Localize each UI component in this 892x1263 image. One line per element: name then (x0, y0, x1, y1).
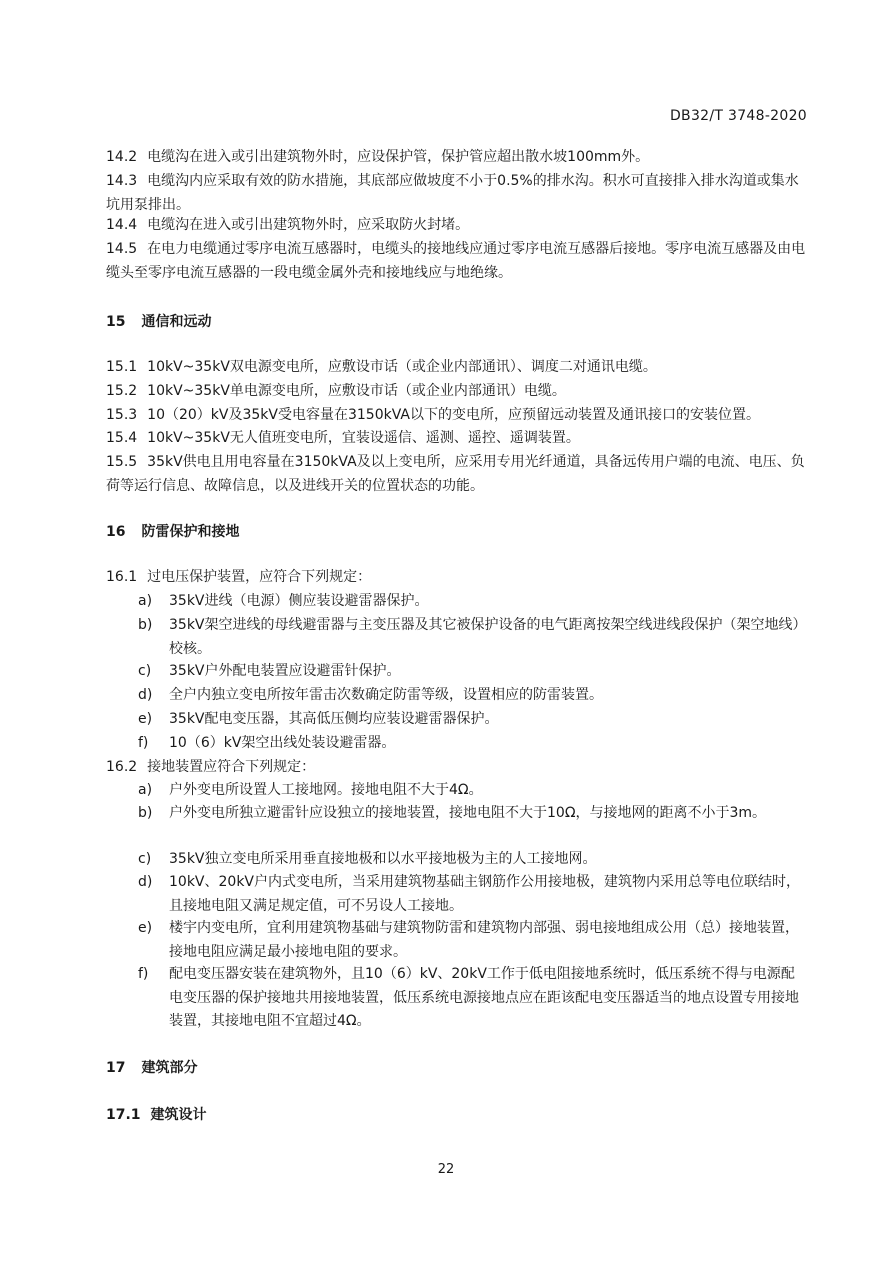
item-label: c) (138, 663, 152, 679)
clause-15-5 (106, 451, 806, 498)
clause-text: 接地装置应符合下列规定： (147, 759, 316, 775)
clause-number: 14.5 (106, 241, 138, 257)
clause-text: 电缆沟在进入或引出建筑物外时，应采取防火封堵。 (147, 217, 470, 233)
clause-16-1-item (138, 590, 806, 614)
section-16-heading (106, 521, 806, 545)
item-label: b) (138, 617, 153, 633)
clause-16-2-item (138, 917, 806, 964)
clause-number: 15.2 (106, 383, 138, 399)
item-text: 35kV配电变压器，其高低压侧均应装设避雷器保护。 (169, 711, 499, 727)
clause-text: 10（20）kV及35kV受电容量在3150kVA以下的变电所，应预留远动装置及通讯接口的安装位置。 (147, 407, 760, 423)
clause-16-1-item (138, 684, 806, 708)
clause-15-1 (106, 356, 806, 380)
clause-16-2-item (138, 848, 806, 872)
clause-number: 15.4 (106, 430, 138, 446)
clause-15-4 (106, 427, 806, 451)
clause-text: 10kV~35kV无人值班变电所，宜装设遥信、遥测、遥控、遥调装置。 (147, 430, 580, 446)
clause-16-1-item (138, 660, 806, 684)
section-title: 建筑设计 (150, 1107, 207, 1123)
clause-text: 10kV~35kV单电源变电所，应敷设市话（或企业内部通讯）电缆。 (147, 383, 566, 399)
clause-text: 10kV~35kV双电源变电所，应敷设市话（或企业内部通讯）、调度二对通讯电缆。 (147, 359, 657, 375)
item-label: f) (138, 735, 149, 751)
clause-16-2-item (138, 779, 806, 803)
clause-15-2 (106, 380, 806, 404)
section-17-1-heading (106, 1104, 806, 1128)
clause-number: 15.1 (106, 359, 138, 375)
clause-number: 14.2 (106, 149, 138, 165)
section-title: 通信和远动 (141, 314, 212, 330)
item-text: 35kV独立变电所采用垂直接地极和以水平接地极为主的人工接地网。 (169, 851, 597, 867)
item-text: 全户内独立变电所按年雷击次数确定防雷等级，设置相应的防雷装置。 (169, 687, 603, 703)
item-text: 10（6）kV架空出线处装设避雷器。 (169, 735, 396, 751)
clause-16-2-item (138, 963, 806, 1034)
item-label: a) (138, 593, 153, 609)
clause-text: 电缆沟内应采取有效的防水措施，其底部应做坡度不小于0.5%的排水沟。积水可直接排入排水沟道或集水坑用泵排出。 (106, 173, 799, 213)
item-label: e) (138, 711, 153, 727)
clause-number: 15.5 (106, 454, 138, 470)
clause-14-4 (106, 214, 806, 238)
clause-number: 14.4 (106, 217, 138, 233)
clause-16-1-item (138, 708, 806, 732)
item-text: 户外变电所独立避雷针应设独立的接地装置，接地电阻不大于10Ω，与接地网的距离不小于3m。 (169, 805, 767, 821)
clause-14-3 (106, 170, 806, 217)
clause-16-2 (106, 756, 806, 780)
clause-text: 过电压保护装置，应符合下列规定： (147, 569, 372, 585)
item-text: 配电变压器安装在建筑物外，且10（6）kV、20kV工作于低电阻接地系统时，低压系统不得与电源配电变压器的保护接地共用接地装置，低压系统电源接地点应在距该配电变压器适当的地点设置专用接地装置，其接地电阻不宜超过4Ω。 (169, 966, 799, 1029)
clause-text: 电缆沟在进入或引出建筑物外时，应设保护管，保护管应超出散水坡100mm外。 (147, 149, 650, 165)
item-text: 户外变电所设置人工接地网。接地电阻不大于4Ω。 (169, 782, 483, 798)
item-text: 35kV架空进线的母线避雷器与主变压器及其它被保护设备的电气距离按架空线进线段保护（架空地线）校核。 (169, 617, 800, 657)
item-label: c) (138, 851, 152, 867)
clause-16-1-item (138, 614, 806, 661)
item-text: 35kV进线（电源）侧应装设避雷器保护。 (169, 593, 429, 609)
clause-number: 16.1 (106, 569, 138, 585)
document-code: DB32/T 3748-2020 (669, 108, 807, 124)
clause-number: 14.3 (106, 173, 138, 189)
clause-14-5 (106, 238, 806, 285)
section-17-heading (106, 1057, 806, 1081)
section-number: 17 (106, 1060, 126, 1076)
clause-number: 16.2 (106, 759, 138, 775)
section-number: 17.1 (106, 1107, 141, 1123)
clause-16-2-item (138, 871, 806, 918)
clause-14-2 (106, 146, 806, 170)
clause-16-2-item (138, 802, 806, 826)
page-number: 22 (437, 1162, 455, 1177)
item-text: 10kV、20kV户内式变电所，当采用建筑物基础主钢筋作公用接地极，建筑物内采用总等电位联结时，且接地电阻又满足规定值，可不另设人工接地。 (169, 874, 800, 914)
item-label: d) (138, 874, 153, 890)
section-title: 建筑部分 (141, 1060, 198, 1076)
item-text: 35kV户外配电装置应设避雷针保护。 (169, 663, 401, 679)
section-number: 16 (106, 524, 126, 540)
item-label: b) (138, 805, 153, 821)
clause-text: 35kV供电且用电容量在3150kVA及以上变电所，应采用专用光纤通道，具备远传用户端的电流、电压、负荷等运行信息、故障信息，以及进线开关的位置状态的功能。 (106, 454, 805, 494)
item-text: 楼宇内变电所，宜利用建筑物基础与建筑物防雷和建筑物内部强、弱电接地组成公用（总）接地装置，接地电阻应满足最小接地电阻的要求。 (169, 920, 799, 960)
item-label: e) (138, 920, 153, 936)
section-number: 15 (106, 314, 126, 330)
clause-16-1 (106, 566, 806, 590)
clause-number: 15.3 (106, 407, 138, 423)
section-15-heading (106, 311, 806, 335)
item-label: d) (138, 687, 153, 703)
item-label: a) (138, 782, 153, 798)
section-title: 防雷保护和接地 (141, 524, 240, 540)
clause-text: 在电力电缆通过零序电流互感器时，电缆头的接地线应通过零序电流互感器后接地。零序电流互感器及由电缆头至零序电流互感器的一段电缆金属外壳和接地线应与地绝缘。 (106, 241, 806, 281)
clause-16-1-item (138, 732, 806, 756)
clause-15-3 (106, 404, 806, 428)
item-label: f) (138, 966, 149, 982)
